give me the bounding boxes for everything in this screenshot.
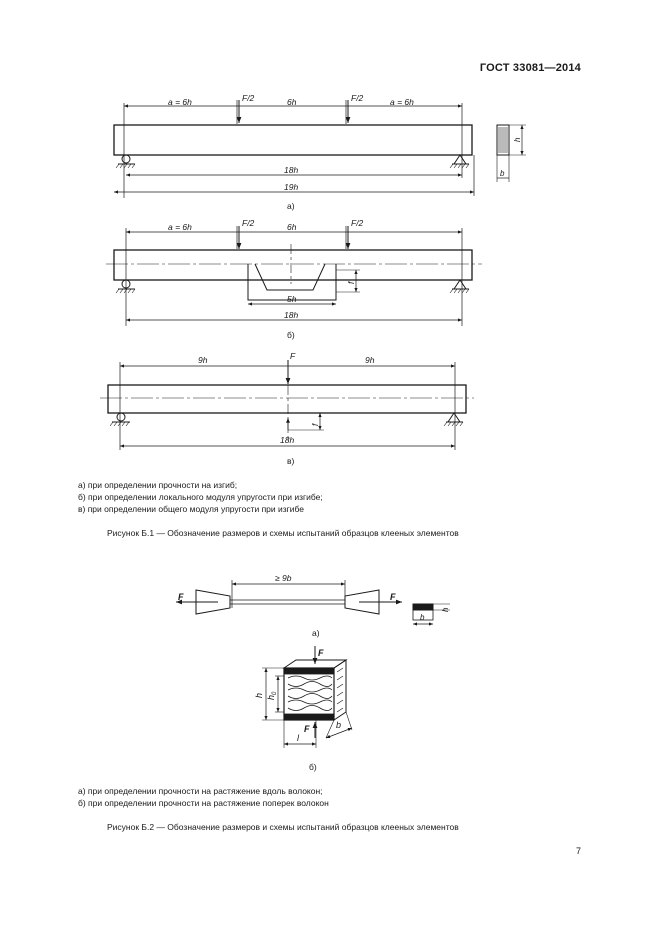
b2b-force-bottom-label: F [304, 724, 310, 734]
b1c-caption: в) [287, 456, 295, 466]
b1c-deflection-label: f [311, 423, 320, 426]
b2b-h0-label: $h_0$ [266, 691, 278, 700]
b1a-section-h-label: h [513, 137, 522, 142]
b1a-left-span-label: a = 6h [168, 97, 192, 107]
b1b-middle-span-label: 6h [287, 222, 297, 232]
figure1-caption: Рисунок Б.1 — Обозначение размеров и схемы испытаний образцов клееных элементов [107, 528, 459, 538]
b2a-section-b-label: b [420, 613, 425, 622]
b2b-h-label: h [254, 692, 264, 698]
legend-item: б) при определении локального модуля упругости при изгибе; [78, 492, 323, 502]
page-number: 7 [575, 846, 581, 856]
b1b-load-left-label: F/2 [242, 218, 255, 228]
b1a-load-left-label: F/2 [242, 93, 255, 103]
diagram-b1-a [114, 100, 526, 198]
b2a-force-right-label: F [390, 592, 396, 602]
b1a-load-right-label: F/2 [351, 93, 364, 103]
b2a-force-left-label: F [178, 592, 184, 602]
legend-item: а) при определении прочности на растяжение вдоль волокон; [78, 786, 323, 796]
b2a-caption: а) [312, 628, 320, 638]
b2b-force-top-label: F [318, 648, 324, 658]
b1c-right-span-label: 9h [365, 355, 375, 365]
b1c-span-label: 18h [280, 435, 295, 445]
b1b-left-span-label: a = 6h [168, 222, 192, 232]
legend-item: б) при определении прочности на растяжение поперек волокон [78, 798, 329, 808]
b2b-l-label: l [297, 733, 299, 743]
diagram-b2-a [176, 580, 450, 624]
figure2-legend [78, 785, 329, 809]
b1a-middle-span-label: 6h [287, 97, 297, 107]
b1c-left-span-label: 9h [198, 355, 208, 365]
b1a-section-b-label: b [500, 169, 505, 178]
legend-item: в) при определении общего модуля упругости при изгибе [78, 504, 305, 514]
b1c-load-label: F [290, 351, 296, 361]
figure2-caption: Рисунок Б.2 — Обозначение размеров и схемы испытаний образцов клееных элементов [107, 822, 459, 832]
legend-item: а) при определении прочности на изгиб; [78, 480, 238, 490]
b1b-load-right-label: F/2 [351, 218, 364, 228]
b2a-section-h-label: h [441, 607, 450, 612]
b2a-length-label: ≥ 9b [275, 573, 292, 583]
standard-header: ГОСТ 33081—2014 [479, 62, 581, 74]
b1a-outer-span-label: 19h [284, 182, 299, 192]
b1b-base-label: 5h [287, 294, 297, 304]
b1a-caption: а) [287, 201, 295, 211]
figure1-legend [78, 479, 323, 515]
b2b-b-label: b [336, 720, 342, 730]
b2b-caption: б) [309, 762, 317, 772]
b1a-right-span-label: a = 6h [390, 97, 414, 107]
b1a-inner-span-label: 18h [284, 165, 299, 175]
b1b-caption: б) [287, 330, 295, 340]
b1b-span-label: 18h [284, 310, 299, 320]
b1b-depth-label: f [347, 281, 356, 284]
